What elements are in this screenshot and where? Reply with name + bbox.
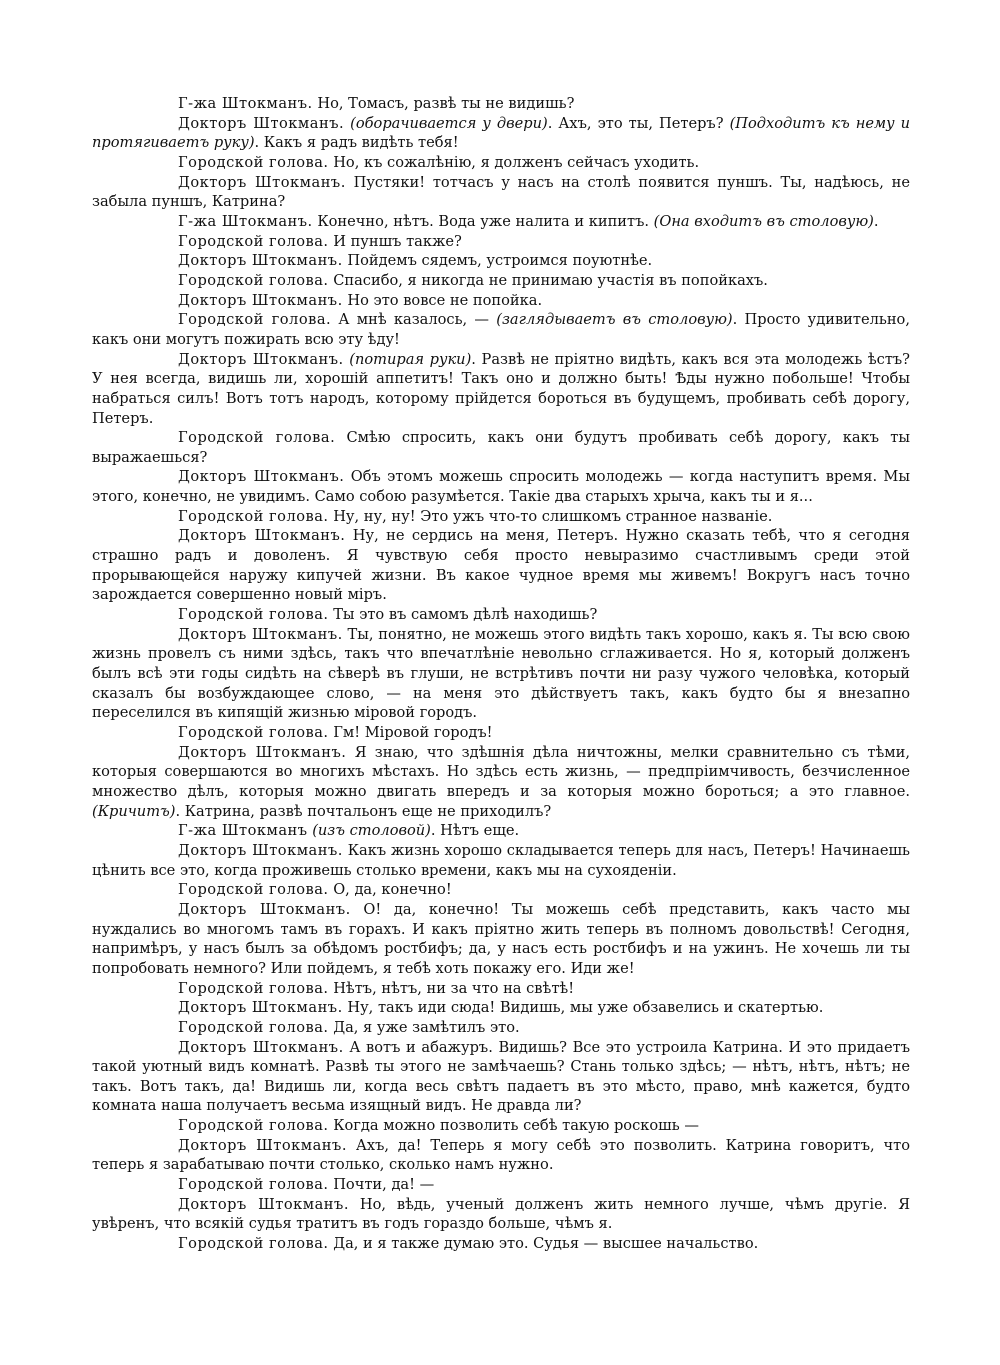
dialogue-text: . Катрина, развѣ почтальонъ еще не приходилъ? — [175, 802, 552, 820]
speaker-name: Докторъ Штокманъ. — [178, 252, 343, 270]
dialogue-paragraph — [92, 1116, 910, 1136]
dialogue-paragraph — [92, 841, 910, 880]
speaker-name: Докторъ Штокманъ. — [178, 743, 347, 761]
dialogue-paragraph — [92, 880, 910, 900]
dialogue-paragraph — [92, 1018, 910, 1038]
speaker-name: Городской голова. — [178, 153, 329, 171]
speaker-name: Городской голова. — [178, 507, 329, 525]
dialogue-paragraph — [92, 428, 910, 467]
dialogue-paragraph — [92, 173, 910, 212]
dialogue-paragraph — [92, 212, 910, 232]
dialogue-text: Смѣю спросить, какъ они будутъ пробивать себѣ дорогу, какъ ты выражаешься? — [92, 429, 910, 466]
speaker-name: Городской голова. — [178, 271, 329, 289]
speaker-name: Городской голова. — [178, 724, 329, 741]
dialogue-paragraph — [92, 1038, 910, 1117]
dialogue-text: Но это вовсе не попойка. — [342, 291, 543, 309]
dialogue-paragraph — [92, 114, 910, 153]
dialogue-text: Но, къ сожалѣнію, я долженъ сейчасъ уходить. — [328, 153, 700, 171]
speaker-name: Городской голова. — [178, 606, 329, 624]
dialogue-text: Ну, ну, ну! Это ужъ что-то слишкомъ странное названіе. — [328, 507, 773, 525]
dialogue-paragraph — [92, 350, 910, 429]
dialogue-text: Объ этомъ можешь спросить молодежь — когда наступитъ время. Мы этого, конечно, не увидимъ. Само собою разумѣется. Такіе два старыхъ хрыча, какъ ты и я... — [92, 468, 910, 506]
dialogue-paragraph — [92, 723, 910, 743]
speaker-name: Докторъ Штокманъ. — [178, 291, 343, 309]
dialogue-text: Ахъ, да! Теперь я могу себѣ это позволить. Катрина говоритъ, что теперь я зарабатываю почти столько, сколько намъ нужно. — [92, 1136, 910, 1174]
stage-direction: (Подходитъ къ нему и протягиваетъ руку) — [92, 114, 911, 152]
dialogue-text: . Просто удивительно, какъ они могутъ пожирать всю эту ѣду! — [92, 311, 910, 348]
stage-direction: (оборачивается у двери) — [350, 114, 548, 132]
stage-direction: (Она входитъ въ столовую) — [653, 212, 874, 230]
document-page — [92, 94, 910, 1254]
speaker-name: Докторъ Штокманъ. — [178, 350, 344, 368]
speaker-name: Докторъ Штокманъ. — [178, 1038, 344, 1056]
dialogue-text: . — [873, 212, 879, 230]
speaker-name: Докторъ Штокманъ. — [178, 900, 351, 918]
speaker-name: Г-жа Штокманъ. — [178, 212, 313, 230]
dialogue-text: Но, вѣдь, ученый долженъ жить немного лучше, чѣмъ другіе. Я увѣренъ, что всякій судья тратитъ въ годъ гораздо больше, чѣмъ я. — [92, 1195, 910, 1233]
dialogue-text: Но, Томасъ, развѣ ты не видишь? — [312, 95, 575, 112]
dialogue-text: Почти, да! — — [328, 1176, 435, 1194]
dialogue-text: Ну, не сердись на меня, Петеръ. Нужно сказать тебѣ, что я сегодня страшно радъ и доволенъ. Я чувствую себя просто невыразимо счастливымъ среди этой прорывающейся наружу кипучей жизни. Въ какое чудное время мы живемъ! Вокругъ насъ точно зарождается совершенно новый міръ. — [92, 527, 911, 604]
dialogue-paragraph — [92, 94, 910, 114]
stage-direction: (изъ столовой) — [312, 822, 431, 840]
stage-direction: (Кричитъ) — [92, 802, 176, 820]
dialogue-paragraph — [92, 1136, 910, 1175]
dialogue-paragraph — [92, 232, 910, 252]
dialogue-paragraph — [92, 625, 910, 723]
speaker-name: Докторъ Штокманъ. — [178, 114, 345, 132]
dialogue-text: О, да, конечно! — [328, 881, 452, 899]
dialogue-text: Ты, понятно, не можешь этого видѣть такъ хорошо, какъ я. Ты всю свою жизнь провелъ съ ними здѣсь, такъ что впечатлѣніе невольно сглаживается. Но я, который долженъ былъ всѣ эти годы сидѣть на сѣверѣ въ глуши, не встрѣтивъ почти ни разу чужого человѣка, который сказалъ бы возбуждающее слово, — на меня это дѣйствуетъ такъ, какъ будто бы я внезапно переселился въ кипящій жизнью міровой городъ. — [92, 625, 910, 722]
dialogue-text: Нѣтъ, нѣтъ, ни за что на свѣтѣ! — [328, 979, 575, 997]
speaker-name: Городской голова. — [178, 1117, 329, 1135]
dialogue-paragraph — [92, 526, 910, 605]
dialogue-paragraph — [92, 900, 910, 979]
dialogue-text: Да, я уже замѣтилъ это. — [328, 1018, 520, 1036]
dialogue-text: . Нѣтъ еще. — [430, 822, 520, 840]
speaker-name: Докторъ Штокманъ. — [178, 625, 343, 643]
speaker-name: Городской голова. — [178, 1176, 329, 1194]
speaker-name: Городской голова. — [178, 881, 329, 899]
dialogue-paragraph — [92, 605, 910, 625]
speaker-name: Городской голова. — [178, 429, 336, 447]
speaker-name: Городской голова. — [178, 232, 329, 250]
speaker-name: Городской голова. — [178, 311, 332, 329]
dialogue-paragraph — [92, 998, 910, 1018]
speaker-name: Городской голова. — [178, 1018, 329, 1036]
dialogue-paragraph — [92, 1234, 910, 1254]
speaker-name: Г-жа Штокманъ. — [178, 95, 313, 112]
dialogue-paragraph — [92, 467, 910, 506]
speaker-name: Городской голова. — [178, 1235, 329, 1253]
dialogue-paragraph — [92, 251, 910, 271]
speaker-name: Городской голова. — [178, 979, 329, 997]
dialogue-text: Когда можно позволить себѣ такую роскошь — — [328, 1117, 699, 1135]
dialogue-text: Ты это въ самомъ дѣлѣ находишь? — [328, 606, 598, 624]
dialogue-paragraph — [92, 1195, 910, 1234]
dialogue-paragraph — [92, 743, 910, 822]
speaker-name: Докторъ Штокманъ. — [178, 841, 343, 859]
dialogue-paragraph — [92, 271, 910, 291]
dialogue-text: Какъ жизнь хорошо складывается теперь для насъ, Петеръ! Начинаешь цѣнить все это, когда проживешь столько времени, какъ мы на сухояденіи. — [92, 841, 910, 879]
dialogue-text: . Ахъ, это ты, Петеръ? — [547, 114, 730, 132]
stage-direction: (потирая руки) — [349, 350, 472, 368]
stage-direction: (заглядываетъ въ столовую) — [496, 311, 733, 329]
speaker-name: Докторъ Штокманъ. — [178, 468, 345, 486]
speaker-name: Докторъ Штокманъ. — [178, 999, 343, 1017]
dialogue-paragraph — [92, 291, 910, 311]
dialogue-paragraph — [92, 1175, 910, 1195]
dialogue-text: И пуншъ также? — [328, 232, 462, 250]
speaker-name: Докторъ Штокманъ. — [178, 173, 346, 191]
dialogue-text: А мнѣ казалось, — — [331, 311, 497, 329]
dialogue-paragraph — [92, 821, 910, 841]
dialogue-text: Я знаю, что здѣшнія дѣла ничтожны, мелки сравнительно съ тѣми, которыя совершаются во многихъ мѣстахъ. Но здѣсь есть жизнь, — предпріимчивость, безчисленное множество дѣлъ, которыя можно двигать впередъ и за которыя можно бороться; а это главное. — [92, 743, 911, 800]
dialogue-text: Конечно, нѣтъ. Вода уже налита и кипитъ. — [312, 212, 654, 230]
speaker-name: Докторъ Штокманъ. — [178, 527, 346, 545]
speaker-name: Докторъ Штокманъ. — [178, 1195, 349, 1213]
speaker-name: Г-жа Штокманъ — [178, 822, 308, 840]
dialogue-text: Гм! Міровой городъ! — [328, 724, 493, 741]
dialogue-paragraph — [92, 979, 910, 999]
dialogue-paragraph — [92, 153, 910, 173]
dialogue-paragraph — [92, 507, 910, 527]
dialogue-text: Пустяки! тотчасъ у насъ на столѣ появится пуншъ. Ты, надѣюсь, не забыла пуншъ, Катрина? — [92, 173, 911, 211]
dialogue-text: . Какъ я радъ видѣть тебя! — [254, 134, 459, 152]
speaker-name: Докторъ Штокманъ. — [178, 1136, 347, 1154]
dialogue-text: Да, и я также думаю это. Судья — высшее начальство. — [328, 1235, 759, 1253]
dialogue-text: . Развѣ не пріятно видѣть, какъ вся эта молодежь ѣстъ? У нея всегда, видишь ли, хорошій аппетитъ! Такъ оно и должно быть! Ѣды нужно побольше! Чтобы набраться силъ! Вотъ тотъ народъ, которому прійдется бороться въ будущемъ, пробивать себѣ дорогу, Петеръ. — [92, 350, 911, 427]
dialogue-text: Пойдемъ сядемъ, устроимся поуютнѣе. — [342, 252, 653, 270]
dialogue-paragraph — [92, 310, 910, 349]
dialogue-text: А вотъ и абажуръ. Видишь? Все это устроила Катрина. И это придаетъ такой уютный видъ комнатѣ. Развѣ ты этого не замѣчаешь? Стань только здѣсь; — нѣтъ, нѣтъ, нѣтъ; не такъ. Вотъ такъ, да! Видишь ли, когда весь свѣтъ падаетъ въ это мѣсто, право, мнѣ кажется, будто комната наша получаетъ весьма изящный видъ. Не дравда ли? — [92, 1038, 911, 1115]
dialogue-text: Ну, такъ иди сюда! Видишь, мы уже обзавелись и скатертью. — [342, 999, 824, 1017]
dialogue-text: Спасибо, я никогда не принимаю участія въ попойкахъ. — [328, 271, 768, 289]
dialogue-text: О! да, конечно! Ты можешь себѣ представить, какъ часто мы нуждались во многомъ тамъ въ горахъ. И какъ пріятно жить теперь въ полномъ довольствѣ! Сегодня, напримѣръ, у насъ былъ за обѣдомъ ростбифъ; да, у насъ есть ростбифъ и на ужинъ. Не хочешь ли ты попробовать немного? Или пойдемъ, я тебѣ хоть покажу его. Иди же! — [92, 900, 910, 977]
